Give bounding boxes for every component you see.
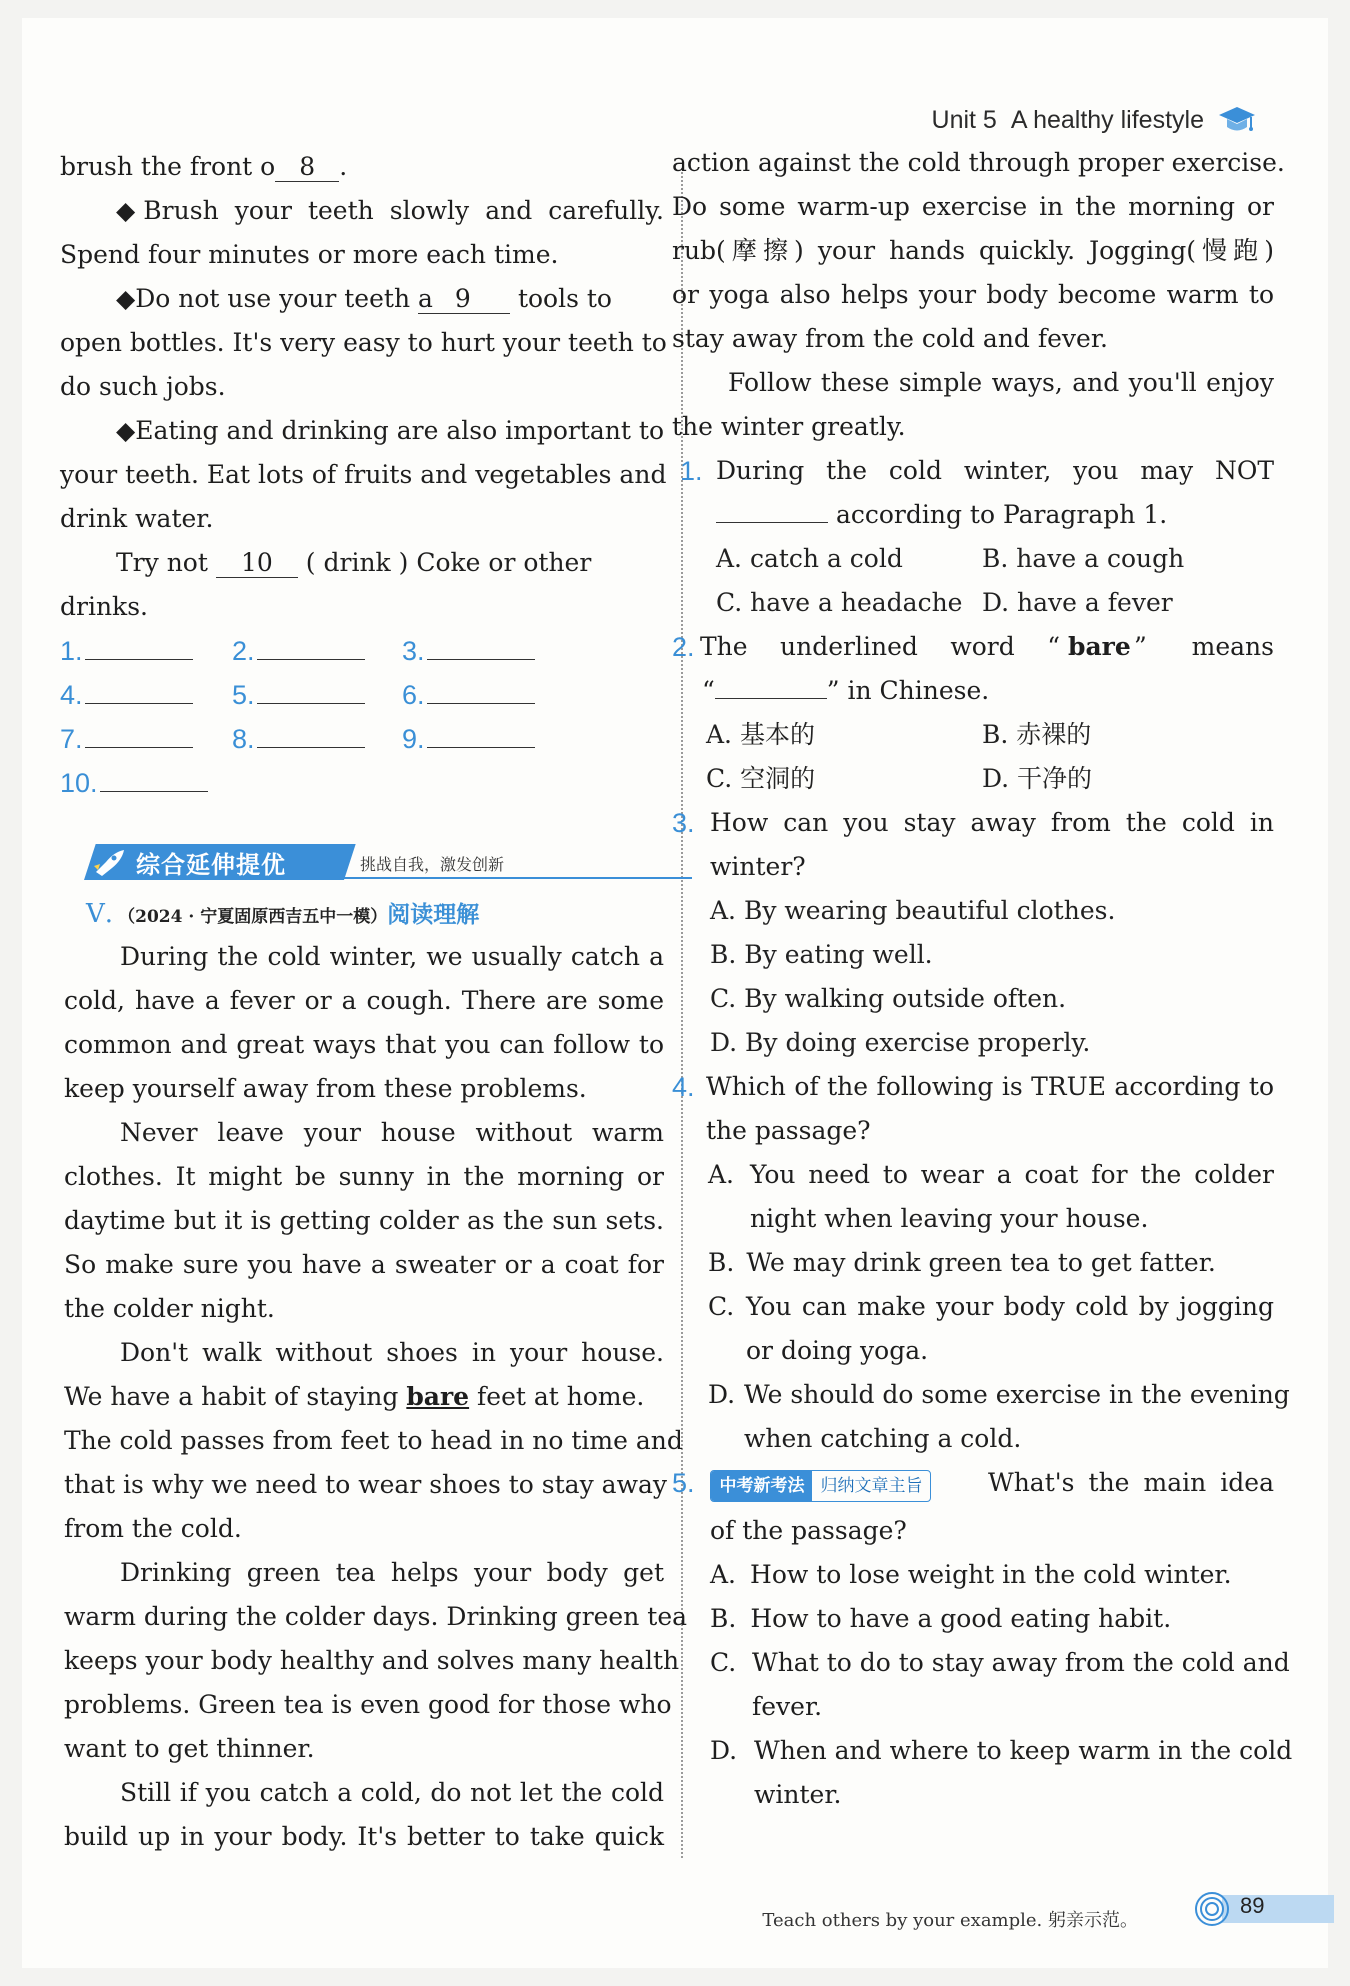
passage-line: build up in your body. It's better to take quick [64, 1822, 664, 1851]
bullet3-line1: ◆Eating and drinking are also important to [116, 416, 664, 445]
passage-line: keep yourself away from these problems. [64, 1074, 587, 1103]
q4-option-a-line2: night when leaving your house. [750, 1204, 1149, 1233]
blank-10: 10 [216, 549, 298, 578]
q4-option-c-line2: or doing yoga. [746, 1336, 929, 1365]
q5-option-b[interactable]: B. How to have a good eating habit. [710, 1604, 1172, 1633]
page-number-badge [1194, 1889, 1334, 1927]
graduation-cap-icon [1218, 104, 1256, 136]
question-1-line2: according to Paragraph 1. [716, 498, 1167, 532]
q5-option-c[interactable]: C. What to do to stay away from the cold and [710, 1648, 1290, 1677]
q4-option-d-line2: when catching a cold. [744, 1424, 1022, 1453]
section-banner [84, 844, 634, 880]
passage-line: keeps your body healthy and solves many health [64, 1646, 680, 1675]
passage-line: cold, have a fever or a cough. There are some [64, 986, 664, 1015]
question-5-line2: of the passage? [710, 1516, 907, 1545]
underlined-word-bare: bare [406, 1382, 470, 1411]
q3-option-c[interactable]: C. By walking outside often. [710, 984, 1067, 1013]
passage-line: want to get thinner. [64, 1734, 315, 1763]
bullet3-line3: drink water. [60, 504, 214, 533]
bullet1-line1: ◆Brush your teeth slowly and carefully. [116, 196, 664, 225]
blank-9: a 9 [418, 285, 510, 314]
passage-line: So make sure you have a sweater or a coat for [64, 1250, 664, 1279]
try-line: Try not 10 ( drink ) Coke or other [116, 548, 592, 577]
q2-option-c[interactable]: C. 空洞的 [706, 764, 816, 793]
q2-option-b[interactable]: B. 赤裸的 [982, 720, 1092, 749]
question-5: 5. 中考新考法 归纳文章主旨 What's the main idea [672, 1466, 1274, 1502]
q3-option-a[interactable]: A. By wearing beautiful clothes. [710, 896, 1116, 925]
passage-line: stay away from the cold and fever. [672, 324, 1108, 353]
q4-option-c[interactable]: C. You can make your body cold by jogging [708, 1292, 1274, 1321]
q5-option-a[interactable]: A. How to lose weight in the cold winter. [710, 1560, 1232, 1589]
bullet3-line2: your teeth. Eat lots of fruits and vegetables and [60, 460, 667, 489]
question-1: 1. During the cold winter, you may NOT [680, 456, 1274, 486]
q3-option-d[interactable]: D. By doing exercise properly. [710, 1028, 1091, 1057]
passage-line: Still if you catch a cold, do not let the cold [120, 1778, 664, 1807]
page-number: 89 [1240, 1893, 1265, 1918]
passage-line: action against the cold through proper exercise. [672, 148, 1285, 177]
question-2-line2: “ ” in Chinese. [702, 676, 990, 705]
passage-line: warm during the colder days. Drinking green tea [64, 1602, 688, 1631]
passage-line: problems. Green tea is even good for those who [64, 1690, 672, 1719]
q1-blank[interactable] [716, 522, 828, 523]
try-line2: drinks. [60, 592, 148, 621]
q5-option-d[interactable]: D. When and where to keep warm in the cold [710, 1736, 1293, 1765]
blank-8: 8 [275, 153, 339, 182]
spiral-icon [1194, 1889, 1234, 1929]
answer-3[interactable]: 3. [402, 636, 535, 667]
bullet2-line1: ◆Do not use your teeth a 9 tools to [116, 284, 612, 313]
q2-option-d[interactable]: D. 干净的 [982, 764, 1093, 793]
unit-title: A healthy lifestyle [1010, 105, 1204, 134]
passage-line: Do some warm-up exercise in the morning or [672, 192, 1274, 221]
answer-6[interactable]: 6. [402, 680, 535, 711]
unit-label: Unit 5 [931, 105, 997, 134]
passage-line: Don't walk without shoes in your house. [120, 1338, 664, 1367]
new-exam-tag: 中考新考法 归纳文章主旨 [710, 1470, 931, 1502]
section-heading: Ⅴ. （2024 · 宁夏固原西吉五中一模）阅读理解 [86, 899, 480, 929]
answer-1[interactable]: 1. [60, 636, 193, 667]
q1-option-a[interactable]: A. catch a cold [716, 544, 903, 573]
answer-2[interactable]: 2. [232, 636, 365, 667]
answer-4[interactable]: 4. [60, 680, 193, 711]
passage-line: that is why we need to wear shoes to stay away [64, 1470, 667, 1499]
passage-line: During the cold winter, we usually catch a [120, 942, 664, 971]
question-4: 4. Which of the following is TRUE according to [672, 1072, 1274, 1102]
brush-line: brush the front o 8 . [60, 152, 348, 181]
banner-subtitle: 挑战自我，激发创新 [360, 855, 505, 874]
question-3-line2: winter? [710, 852, 806, 881]
passage-line: common and great ways that you can follow to [64, 1030, 664, 1059]
q1-option-c[interactable]: C. have a headache [716, 588, 963, 617]
answer-9[interactable]: 9. [402, 724, 535, 755]
bullet1-line2: Spend four minutes or more each time. [60, 240, 559, 269]
passage-line-bare: We have a habit of staying bare feet at home. [64, 1382, 645, 1411]
passage-line: rub(摩擦) your hands quickly. Jogging(慢跑) [672, 236, 1274, 265]
answer-10[interactable]: 10. [60, 768, 208, 799]
passage-line: Drinking green tea helps your body get [120, 1558, 664, 1587]
page-header [932, 104, 1256, 136]
answer-7[interactable]: 7. [60, 724, 193, 755]
passage-line: from the cold. [64, 1514, 242, 1543]
banner-title: 综合延伸提优 [136, 851, 286, 879]
passage-line: the winter greatly. [672, 412, 906, 441]
q5-option-d-line2: winter. [754, 1780, 842, 1809]
question-4-line2: the passage? [706, 1116, 871, 1145]
q4-option-a[interactable]: A. You need to wear a coat for the colder [708, 1160, 1274, 1189]
passage-line: Never leave your house without warm [120, 1118, 664, 1147]
q3-option-b[interactable]: B. By eating well. [710, 940, 933, 969]
question-3: 3. How can you stay away from the cold in [672, 808, 1274, 838]
bullet2-line2: open bottles. It's very easy to hurt your teeth to [60, 328, 667, 357]
footer-motto: Teach others by your example. 躬亲示范。 [762, 1910, 1138, 1931]
passage-line: The cold passes from feet to head in no time and [64, 1426, 683, 1455]
passage-line: daytime but it is getting colder as the sun sets. [64, 1206, 664, 1235]
q4-option-d[interactable]: D. We should do some exercise in the evening [708, 1380, 1290, 1409]
passage-line: clothes. It might be sunny in the morning or [64, 1162, 664, 1191]
answer-8[interactable]: 8. [232, 724, 365, 755]
q4-option-b[interactable]: B. We may drink green tea to get fatter. [708, 1248, 1216, 1277]
rocket-icon [92, 848, 126, 876]
q2-option-a[interactable]: A. 基本的 [706, 720, 815, 749]
bullet2-line3: do such jobs. [60, 372, 226, 401]
passage-line: or yoga also helps your body become warm to [672, 280, 1274, 309]
workbook-page [22, 18, 1328, 1968]
question-2: 2. The underlined word “ bare ” means [672, 632, 1274, 662]
passage-line: Follow these simple ways, and you'll enjoy [728, 368, 1274, 397]
q5-option-c-line2: fever. [752, 1692, 823, 1721]
q2-blank[interactable] [715, 698, 827, 699]
q1-option-d[interactable]: D. have a fever [982, 588, 1173, 617]
q1-option-b[interactable]: B. have a cough [982, 544, 1185, 573]
passage-line: the colder night. [64, 1294, 275, 1323]
answer-5[interactable]: 5. [232, 680, 365, 711]
